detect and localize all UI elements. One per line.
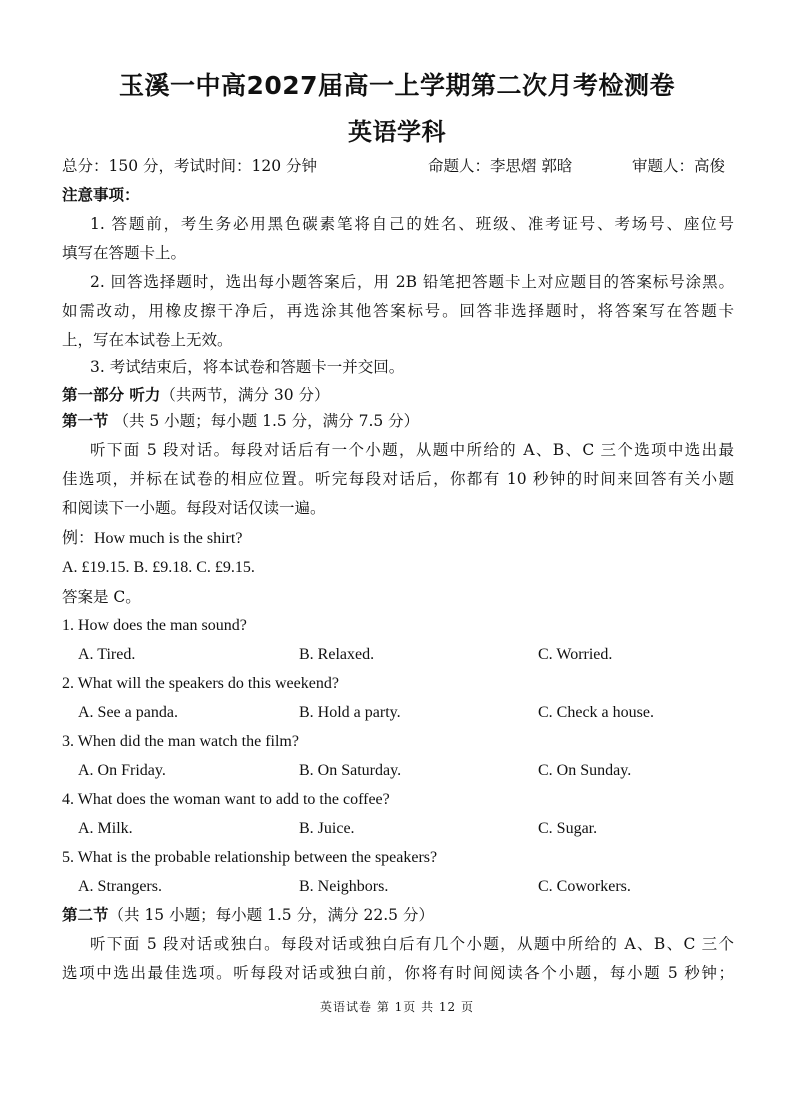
question-4-option-c: C. Sugar.	[538, 820, 598, 837]
example-answer: 答案是 C。	[62, 588, 141, 606]
example-question: 例：How much is the shirt?	[62, 530, 243, 547]
question-1: 1. How does the man sound?	[62, 617, 247, 634]
notice-item-1-line-2: 填写在答题卡上。	[62, 244, 187, 262]
notice-item-1-line-1: 1. 答题前，考生务必用黑色碳素笔将自己的姓名、班级、准考证号、考场号、座位号	[90, 215, 734, 233]
notice-item-2-line-1: 2. 回答选择题时，选出每小题答案后，用 2B 铅笔把答题卡上对应题目的答案标号涂黑。	[90, 273, 734, 291]
question-3-option-a: A. On Friday.	[78, 762, 166, 779]
example-options: A. £19.15. B. £9.18. C. £9.15.	[62, 559, 255, 576]
question-3: 3. When did the man watch the film?	[62, 733, 299, 750]
section1-heading-note: （共 5 小题；每小题 1.5 分，满分 7.5 分）	[108, 412, 420, 430]
question-5-option-c: C. Coworkers.	[538, 878, 631, 895]
section2-heading-note: （共 15 小题；每小题 1.5 分，满分 22.5 分）	[108, 906, 434, 924]
section1-instructions-line-3: 和阅读下一小题。每段对话仅读一遍。	[62, 499, 326, 517]
section1-heading-row	[62, 410, 734, 432]
notice-item-2-line-2: 如需改动，用橡皮擦干净后，再选涂其他答案标号。回答非选择题时，将答案写在答题卡	[62, 302, 734, 320]
question-5-option-a: A. Strangers.	[78, 878, 162, 895]
question-4: 4. What does the woman want to add to the coffee?	[62, 791, 390, 808]
section1-instructions-line-2: 佳选项，并标在试卷的相应位置。听完每段对话后，你都有 10 秒钟的时间来回答有关小题	[62, 470, 734, 488]
question-4-option-a: A. Milk.	[78, 820, 133, 837]
section2-heading-row	[62, 904, 734, 926]
section2-instructions-line-2: 选项中选出最佳选项。听每段对话或独白前，你将有时间阅读各个小题，每小题 5 秒钟；	[62, 964, 734, 982]
question-2-option-b: B. Hold a party.	[299, 704, 401, 721]
notice-item-3: 3. 考试结束后，将本试卷和答题卡一并交回。	[90, 358, 405, 376]
authors: 命题人：李思熠 郭晗	[428, 157, 573, 175]
question-2-option-a: A. See a panda.	[78, 704, 178, 721]
question-1-option-c: C. Worried.	[538, 646, 613, 663]
section2-instructions-line-1: 听下面 5 段对话或独白。每段对话或独白后有几个小题，从题中所给的 A、B、C 三个	[90, 935, 734, 953]
section1-heading: 第一节	[62, 412, 109, 430]
score-time: 总分：150 分，考试时间：120 分钟	[62, 157, 318, 175]
question-1-option-b: B. Relaxed.	[299, 646, 375, 663]
question-2-option-c: C. Check a house.	[538, 704, 654, 721]
part1-heading-note: （共两节，满分 30 分）	[160, 386, 330, 404]
section1-instructions-line-1: 听下面 5 段对话。每段对话后有一个小题，从题中所给的 A、B、C 三个选项中选出最	[90, 441, 734, 459]
page-footer: 英语试卷 第 1页 共 12 页	[320, 1000, 474, 1014]
part1-heading: 第一部分 听力	[62, 386, 161, 404]
question-5-option-b: B. Neighbors.	[299, 878, 389, 895]
question-2: 2. What will the speakers do this weekend?	[62, 675, 339, 692]
section2-heading: 第二节	[62, 906, 109, 924]
reviewer: 审题人：高俊	[632, 157, 726, 175]
notice-item-2-line-3: 上，写在本试卷上无效。	[62, 331, 233, 349]
notice-heading: 注意事项：	[62, 186, 140, 204]
question-5: 5. What is the probable relationship between the speakers?	[62, 849, 438, 866]
part1-heading-row	[62, 384, 734, 406]
question-4-option-b: B. Juice.	[299, 820, 355, 837]
question-3-option-c: C. On Sunday.	[538, 762, 632, 779]
page-title: 玉溪一中高2027届高一上学期第二次月考检测卷	[118, 71, 676, 100]
question-3-option-b: B. On Saturday.	[299, 762, 402, 779]
subject-title: 英语学科	[348, 118, 446, 146]
question-1-option-a: A. Tired.	[78, 646, 136, 663]
